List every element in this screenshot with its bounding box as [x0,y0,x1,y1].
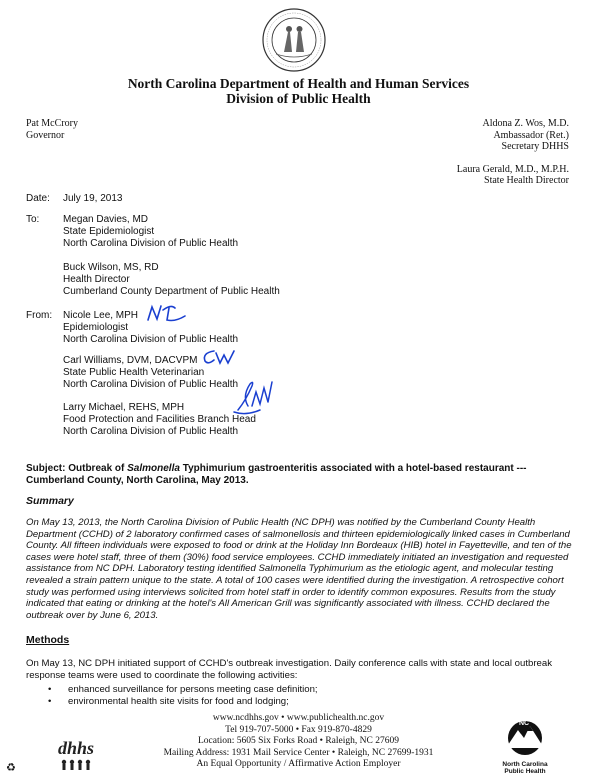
secretary-ambassador: Ambassador (Ret.) [493,129,569,141]
recycle-icon: ♻ [6,762,16,774]
mountain-icon [500,716,550,756]
date-label: Date: [26,193,50,204]
recipient-title: State Epidemiologist [63,226,155,237]
recipient-1 [63,214,238,250]
methods-intro: On May 13, NC DPH initiated support of CCHD's outbreak investigation. Daily conference calls with state and local outbreak response teams were used to coordinate the following activities: [26,658,553,681]
sender-title: State Public Health Veterinarian [63,367,205,378]
summary-text-1: On May 13, 2013, the North Carolina Division of Public Health (NC DPH) was notified by the Cumberland County Health Department (CCHD) of 2 laboratory confirmed cases of salmonellosis and thirteen epidemiologically linked cases in Cumberland County. All fifteen individuals were exposed to food or drink at the Holiday Inn Bordeaux (HIB) hotel in Fayetteville, and ten of the cases were hotel staff, three of them (30%) food service employees. CCHD immediately initiated an investigation and requested assistance from NC DPH. Laboratory testing identified [26,517,572,575]
to-label: To: [26,214,40,225]
state-seal [262,8,326,72]
secretary-name: Aldona Z. Wos, M.D. [482,118,569,129]
nc-logo-line1: North Carolina [502,761,548,768]
footer-mailing: Mailing Address: 1931 Mail Service Center • Raleigh, NC 27699-1931 [163,747,434,758]
nc-public-health-logo [490,716,560,775]
sender-name: Larry Michael, REHS, MPH [63,402,185,413]
sender-title: Epidemiologist [63,322,129,333]
sender-org: North Carolina Division of Public Health [63,334,239,345]
dhhs-logo [56,732,98,777]
signature-lm [232,376,282,418]
list-item: • enhanced surveillance for persons meeting case definition; [48,684,318,695]
summary-organism: Salmonella Typhimurium [258,563,364,575]
governor-block [26,118,78,141]
methods-bullets [48,684,318,708]
footer-location: Location: 5605 Six Forks Road • Raleigh, NC 27609 [198,736,399,746]
methods-heading: Methods [26,634,70,646]
memo-date: July 19, 2013 [63,193,123,204]
secretary-title: Secretary DHHS [501,141,569,152]
summary-text-2: as the etiologic agent, and molecular testing revealed a strain pattern unique to the state. A total of 100 cases were identified during the investigation. A retrospective cohort study was performed using interviews solicited from hotel staff in order to identify common exposures. Results from the study indicated that eating or drinking at the hotel's All American Grill was significantly associated with illness. CCHD declared the outbreak over by June 6, 2013. [26,563,564,621]
sender-org: North Carolina Division of Public Health [63,379,239,390]
from-label: From: [26,310,53,321]
governor-name: Pat McCrory [26,118,78,129]
sender-name: Nicole Lee, MPH [63,310,139,321]
sender-name: Carl Williams, DVM, DACVPM [63,355,198,366]
secretary-block [457,118,569,187]
footer-phone: Tel 919-707-5000 • Fax 919-870-4829 [225,724,372,735]
recipient-name: Megan Davies, MD [63,214,149,225]
recipient-2 [63,262,280,298]
svg-text:NC: NC [519,720,530,727]
director-title: State Health Director [484,175,569,186]
recipient-name: Buck Wilson, MS, RD [63,262,159,273]
governor-title: Governor [26,129,65,141]
sender-org: North Carolina Division of Public Health [63,426,239,437]
recipient-title: Health Director [63,274,130,285]
recipient-org: Cumberland County Department of Public Health [63,286,280,297]
subject-organism: Salmonella [127,463,180,474]
recipient-org: North Carolina Division of Public Health [63,238,239,249]
footer-web: www.ncdhhs.gov • www.publichealth.nc.gov [212,713,385,723]
footer-eeo: An Equal Opportunity / Affirmative Action Employer [196,759,401,769]
division-name: Division of Public Health [226,91,371,106]
nc-logo-line2: Public Health [504,768,546,775]
sender-title: Food Protection and Facilities Branch Head [63,414,256,425]
department-name: North Carolina Department of Health and Human Services [127,76,470,91]
subject-line [26,463,576,487]
list-item: • environmental health site visits for food and lodging; [48,696,289,707]
sender-3 [63,402,256,438]
svg-text:dhhs: dhhs [58,738,95,758]
signature-cw [200,347,240,367]
subject-prefix: Subject: Outbreak of [26,463,128,474]
summary-paragraph [26,517,578,621]
director-name: Laura Gerald, M.D., M.P.H. [456,163,569,175]
summary-heading: Summary [26,495,74,507]
subject-rest: Typhimurium gastroenteritis associated with a hotel-based restaurant --- Cumberland County, North Carolina, May 2013. [26,463,527,486]
signature-nl [145,302,193,324]
